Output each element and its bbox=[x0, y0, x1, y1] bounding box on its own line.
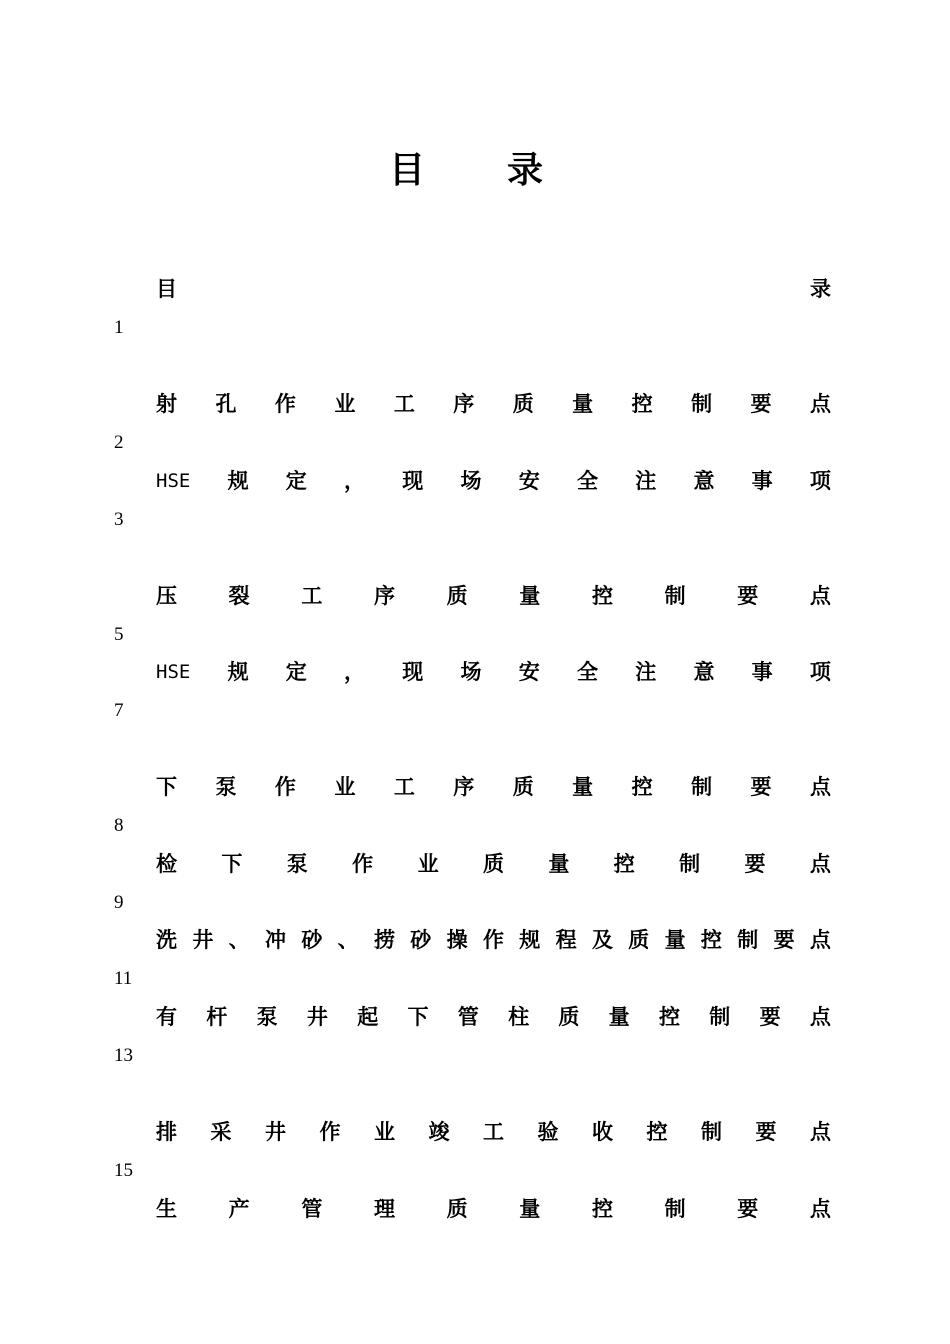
toc-title-char: ， bbox=[344, 469, 366, 493]
toc-title-char: 控 bbox=[631, 392, 653, 416]
toc-entry-title[interactable] bbox=[156, 1191, 831, 1227]
toc-title-char: HSE bbox=[156, 470, 191, 492]
toc-title-char: 检 bbox=[156, 852, 177, 876]
toc-title-char: 量 bbox=[572, 392, 594, 416]
toc-title-char: HSE bbox=[156, 661, 191, 683]
toc-title-char: 砂 bbox=[410, 928, 432, 952]
toc-title-char: 序 bbox=[373, 584, 395, 608]
toc-title-char: 作 bbox=[482, 928, 504, 952]
toc-title-char: 工 bbox=[483, 1120, 504, 1144]
toc-page-number: 8 bbox=[114, 815, 124, 836]
toc-title-char: 制 bbox=[701, 1120, 722, 1144]
toc-title-char: 现 bbox=[402, 469, 424, 493]
toc-page-number: 1 bbox=[114, 317, 124, 338]
toc-title-char: 生 bbox=[156, 1197, 177, 1221]
toc-title-char: 量 bbox=[519, 1197, 541, 1221]
toc-page-number: 9 bbox=[114, 892, 124, 913]
toc-title-char: 排 bbox=[156, 1120, 177, 1144]
toc-title-char: 目 bbox=[156, 277, 177, 301]
toc-title-char: 泵 bbox=[286, 852, 308, 876]
toc-title-char: 质 bbox=[512, 392, 534, 416]
toc-title-char: 泵 bbox=[256, 1005, 278, 1029]
toc-title-char: 制 bbox=[664, 1197, 686, 1221]
toc-title-char: 注 bbox=[635, 660, 657, 684]
toc-title-char: 控 bbox=[658, 1005, 680, 1029]
toc-title-char: 要 bbox=[737, 584, 759, 608]
toc-title-char: 制 bbox=[737, 928, 759, 952]
toc-title-char: 要 bbox=[773, 928, 795, 952]
toc-title-char: 规 bbox=[227, 469, 249, 493]
toc-title-char: 下 bbox=[407, 1005, 429, 1029]
toc-title-char: 业 bbox=[374, 1120, 395, 1144]
toc-entry-title[interactable] bbox=[156, 1114, 831, 1150]
toc-title-char: 洗 bbox=[156, 928, 177, 952]
toc-title-char: 射 bbox=[156, 392, 177, 416]
toc-title-char: 验 bbox=[537, 1120, 559, 1144]
toc-title-char: 杆 bbox=[206, 1005, 228, 1029]
toc-title-char: 点 bbox=[809, 1197, 831, 1221]
toc-page-number: 7 bbox=[114, 700, 124, 721]
toc-entry-title[interactable] bbox=[156, 654, 831, 690]
toc-title-char: 要 bbox=[737, 1197, 759, 1221]
toc-title-char: 控 bbox=[646, 1120, 668, 1144]
toc-title-char: 规 bbox=[519, 928, 541, 952]
toc-title-char: 制 bbox=[709, 1005, 731, 1029]
toc-title-char: 砂 bbox=[301, 928, 323, 952]
toc-title-char: 制 bbox=[664, 584, 686, 608]
toc-title-char: 点 bbox=[809, 1005, 831, 1029]
toc-title-char: ， bbox=[344, 660, 366, 684]
toc-title-char: 质 bbox=[628, 928, 650, 952]
toc-title-char: 点 bbox=[809, 928, 831, 952]
toc-title-char: 定 bbox=[285, 660, 307, 684]
toc-title-char: 现 bbox=[402, 660, 424, 684]
toc-title-char: 作 bbox=[319, 1120, 341, 1144]
toc-title-char: 要 bbox=[759, 1005, 781, 1029]
toc-title-char: 安 bbox=[518, 469, 540, 493]
toc-title-char: 井 bbox=[306, 1005, 328, 1029]
toc-title-char: 井 bbox=[265, 1120, 286, 1144]
toc-title-char: 项 bbox=[809, 469, 831, 493]
toc-title-char: 作 bbox=[274, 775, 296, 799]
toc-title-char: 冲 bbox=[264, 928, 286, 952]
toc-title-char: 压 bbox=[156, 584, 177, 608]
toc-title-char: 工 bbox=[393, 392, 415, 416]
toc-title-char: 柱 bbox=[508, 1005, 530, 1029]
toc-title-char: 作 bbox=[352, 852, 374, 876]
toc-title-char: 捞 bbox=[373, 928, 395, 952]
toc-page-number: 5 bbox=[114, 624, 124, 645]
toc-title-char: 规 bbox=[227, 660, 249, 684]
toc-title-char: 全 bbox=[576, 660, 598, 684]
toc-title-char: 制 bbox=[679, 852, 701, 876]
toc-title-char: 质 bbox=[558, 1005, 580, 1029]
toc-entry-title[interactable] bbox=[156, 922, 831, 958]
toc-title-char: 控 bbox=[700, 928, 722, 952]
toc-title-char: 及 bbox=[591, 928, 613, 952]
toc-title-char: 序 bbox=[453, 392, 475, 416]
toc-title-char: 业 bbox=[334, 775, 356, 799]
toc-title-char: 质 bbox=[446, 1197, 468, 1221]
toc-title-char: 意 bbox=[693, 469, 715, 493]
toc-title-char: 场 bbox=[460, 660, 482, 684]
toc-title-char: 点 bbox=[809, 392, 831, 416]
toc-title-char: 孔 bbox=[215, 392, 237, 416]
toc-title-char: 采 bbox=[210, 1120, 232, 1144]
toc-title-char: 点 bbox=[809, 584, 831, 608]
toc-title-char: 量 bbox=[548, 852, 570, 876]
toc-entry-title[interactable] bbox=[156, 386, 831, 422]
toc-title-char: 量 bbox=[519, 584, 541, 608]
toc-title-char: 下 bbox=[156, 775, 177, 799]
page-title-char: 录 bbox=[507, 149, 544, 191]
toc-title-char: 定 bbox=[285, 469, 307, 493]
toc-entry-title[interactable] bbox=[156, 578, 831, 614]
toc-title-char: 制 bbox=[691, 392, 713, 416]
toc-page-number: 15 bbox=[114, 1160, 133, 1181]
toc-entry-title[interactable] bbox=[156, 999, 831, 1035]
toc-entry-title[interactable] bbox=[156, 769, 831, 805]
toc-title-char: 管 bbox=[301, 1197, 323, 1221]
toc-title-char: 程 bbox=[555, 928, 577, 952]
toc-title-char: 操 bbox=[446, 928, 468, 952]
toc-title-char: 点 bbox=[809, 775, 831, 799]
toc-title-char: 业 bbox=[334, 392, 356, 416]
toc-title-char: 要 bbox=[750, 775, 772, 799]
toc-title-char: 理 bbox=[373, 1197, 395, 1221]
toc-title-char: 井 bbox=[192, 928, 214, 952]
toc-title-char: 、 bbox=[228, 928, 250, 952]
toc-title-char: 要 bbox=[750, 392, 772, 416]
toc-title-char: 有 bbox=[156, 1005, 177, 1029]
toc-title-char: 制 bbox=[691, 775, 713, 799]
toc-title-char: 量 bbox=[572, 775, 594, 799]
toc-title-char: 竣 bbox=[428, 1120, 450, 1144]
toc-title-char: 点 bbox=[810, 1120, 831, 1144]
toc-entry-title[interactable] bbox=[156, 846, 831, 882]
toc-title-char: 工 bbox=[393, 775, 415, 799]
toc-title-char: 事 bbox=[751, 469, 773, 493]
toc-title-char: 注 bbox=[635, 469, 657, 493]
toc-title-char: 下 bbox=[221, 852, 243, 876]
toc-entry-title[interactable] bbox=[156, 271, 831, 307]
toc-title-char: 管 bbox=[457, 1005, 479, 1029]
toc-title-char: 收 bbox=[592, 1120, 613, 1144]
toc-title-char: 安 bbox=[518, 660, 540, 684]
toc-page-number: 3 bbox=[114, 509, 124, 530]
toc-title-char: 要 bbox=[744, 852, 766, 876]
toc-title-char: 全 bbox=[576, 469, 598, 493]
toc-title-char: 作 bbox=[274, 392, 296, 416]
toc-title-char: 控 bbox=[631, 775, 653, 799]
toc-title-char: 控 bbox=[613, 852, 635, 876]
toc-title-char: 裂 bbox=[228, 584, 250, 608]
page-title-char: 目 bbox=[389, 149, 426, 191]
toc-title-char: 事 bbox=[751, 660, 773, 684]
toc-title-char: 控 bbox=[591, 584, 613, 608]
toc-page-number: 11 bbox=[114, 968, 133, 989]
toc-title-char: 质 bbox=[446, 584, 468, 608]
toc-title-char: 质 bbox=[482, 852, 504, 876]
toc-title-char: 泵 bbox=[215, 775, 237, 799]
toc-page-number: 2 bbox=[114, 432, 124, 453]
toc-title-char: 项 bbox=[809, 660, 831, 684]
toc-title-char: 要 bbox=[755, 1120, 777, 1144]
toc-title-char: 起 bbox=[357, 1005, 379, 1029]
toc-title-char: 序 bbox=[453, 775, 475, 799]
toc-title-char: 、 bbox=[337, 928, 359, 952]
toc-title-char: 量 bbox=[608, 1005, 630, 1029]
toc-title-char: 业 bbox=[417, 852, 439, 876]
toc-title-char: 意 bbox=[693, 660, 715, 684]
toc-entry-title[interactable] bbox=[156, 463, 831, 499]
toc-page-number: 13 bbox=[114, 1045, 133, 1066]
toc-title-char: 产 bbox=[228, 1197, 250, 1221]
toc-title-char: 质 bbox=[512, 775, 534, 799]
toc-title-char: 控 bbox=[591, 1197, 613, 1221]
toc-title-char: 量 bbox=[664, 928, 686, 952]
toc-title-char: 场 bbox=[460, 469, 482, 493]
toc-title-char: 点 bbox=[809, 852, 831, 876]
toc-title-char: 工 bbox=[301, 584, 323, 608]
toc-title-char: 录 bbox=[810, 277, 831, 301]
